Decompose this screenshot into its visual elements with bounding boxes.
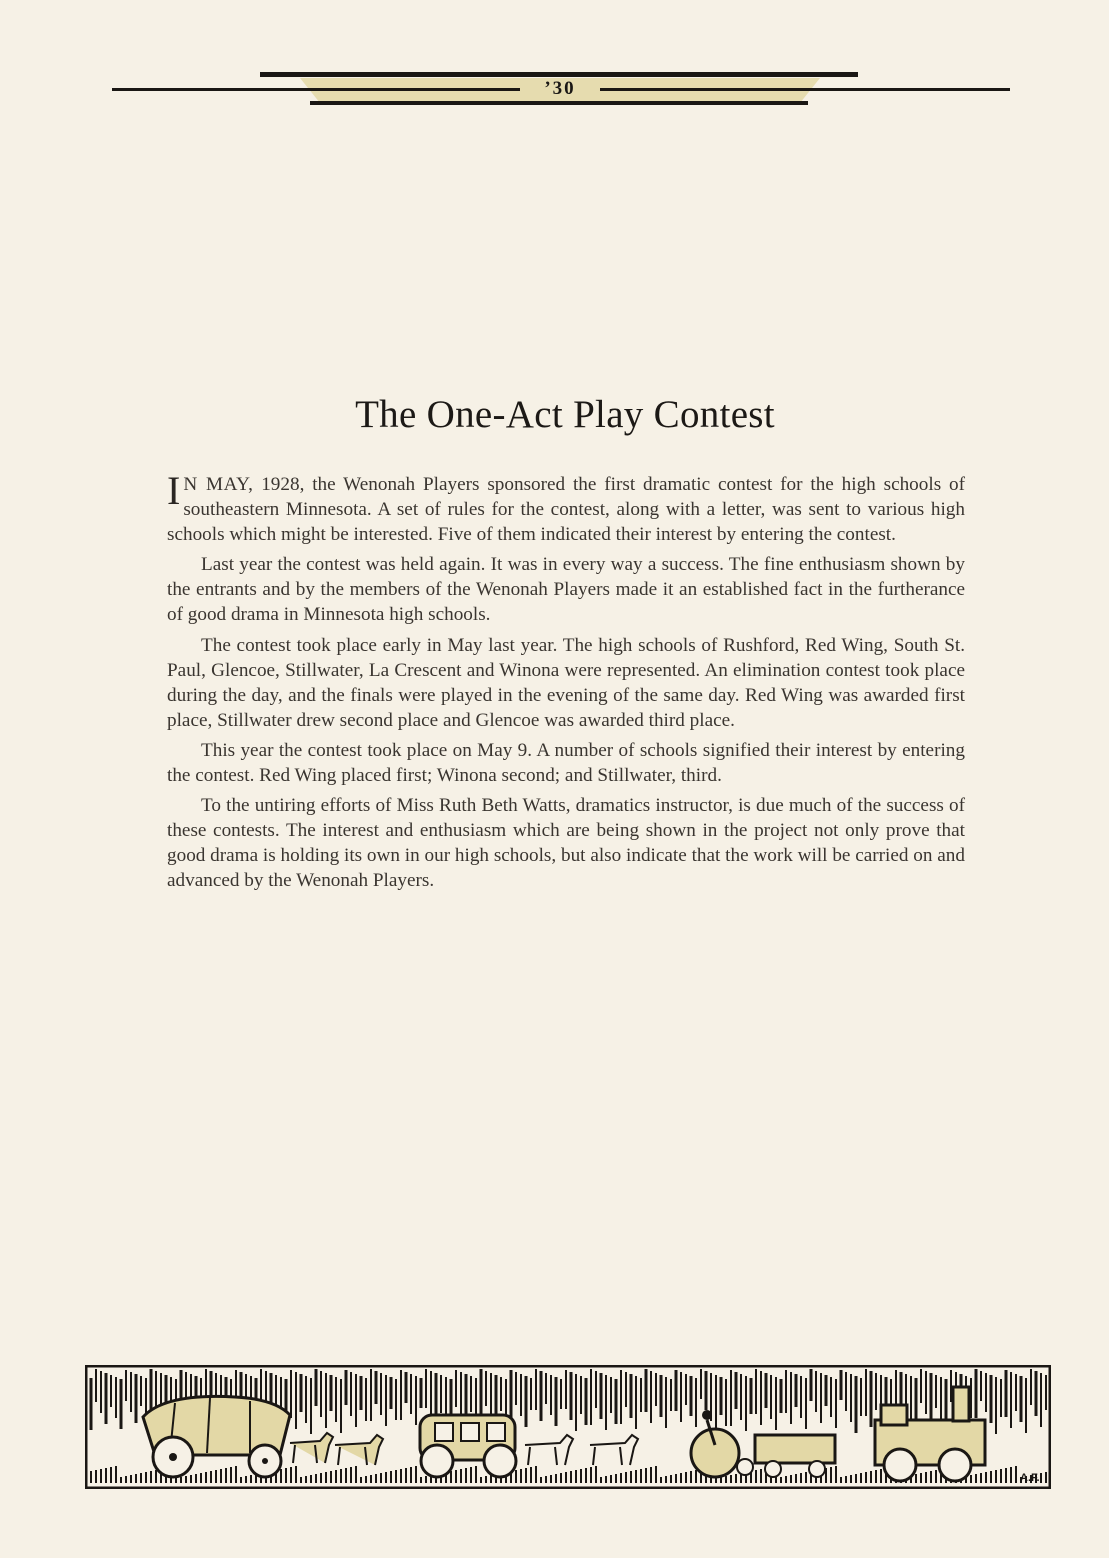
footer-illustration xyxy=(85,1365,1051,1489)
drop-cap: I xyxy=(167,468,181,513)
paragraph-2: Last year the contest was held again. It was in every way a success. The fine enthusiasm shown by the entrants and by the members of the Wenonah Players made it an established fact in the furtherance of good drama in Minnesota high schools. xyxy=(167,554,965,626)
artist-initials: A.F. xyxy=(1020,1472,1040,1484)
transport-history-frieze xyxy=(85,1365,1051,1489)
article-title: The One-Act Play Contest xyxy=(355,393,775,436)
header-rule-ornament xyxy=(0,0,1109,120)
page-header xyxy=(0,0,1109,120)
page-number: ’30 xyxy=(544,78,576,99)
paragraph-5: To the untiring efforts of Miss Ruth Beth Watts, dramatics instructor, is due much of the success of these contests. The interest and enthusiasm which are being shown in the project not only prove that good drama is holding its own in our high schools, but also indicate that the work will be carried on and advanced by the Wenonah Players. xyxy=(167,795,965,892)
paragraph-4: This year the contest took place on May 9. A number of schools signified their interest by entering the contest. Red Wing placed first; Winona second; and Stillwater, third. xyxy=(167,739,965,787)
paragraph-3: The contest took place early in May last year. The high schools of Rushford, Red Wing, South St. Paul, Glencoe, Stillwater, La Crescent and Winona were represented. An elimination contest took place during the day, and the finals were played in the evening of the same day. Red Wing was awarded first place, Stillwater drew second place and Glencoe was awarded third place. xyxy=(167,634,965,731)
lead-in: N MAY, xyxy=(183,474,254,495)
article-body xyxy=(167,468,965,899)
paragraph-1-text: 1928, the Wenonah Players sponsored the first dramatic contest for the high schools of southeastern Minnesota. A set of rules for the contest, along with a letter, was sent to various high schools which might be interested. Five of them indicated their interest by entering the contest. xyxy=(167,474,965,546)
paragraph-1 xyxy=(167,468,965,547)
